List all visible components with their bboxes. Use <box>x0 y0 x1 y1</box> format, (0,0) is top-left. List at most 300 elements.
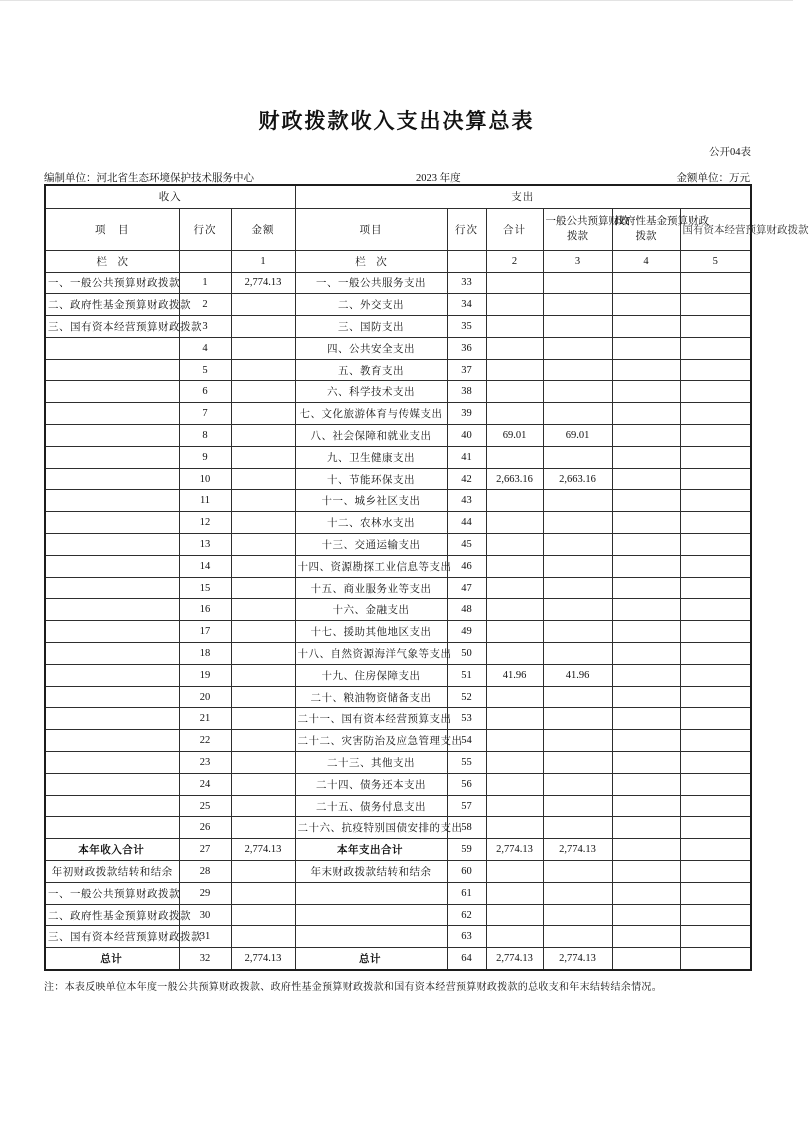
expense-total-cell <box>486 904 543 926</box>
expense-general-budget-cell <box>543 534 612 556</box>
income-amount-cell <box>231 664 295 686</box>
income-amount-cell <box>231 381 295 403</box>
expense-general-budget-cell <box>543 555 612 577</box>
table-row <box>45 795 751 817</box>
income-line-cell: 8 <box>179 425 231 447</box>
expense-general-budget-cell <box>543 490 612 512</box>
fiscal-year: 2023 年度 <box>416 173 461 184</box>
income-item-cell <box>45 708 179 730</box>
expense-total-cell <box>486 316 543 338</box>
expense-general-budget-cell <box>543 795 612 817</box>
table-row <box>45 664 751 686</box>
expense-gov-fund-cell <box>612 817 680 839</box>
expense-line-cell: 50 <box>447 643 486 665</box>
expense-total-cell <box>486 686 543 708</box>
expense-line-cell: 64 <box>447 948 486 970</box>
income-item-cell: 本年收入合计 <box>45 839 179 861</box>
expense-item-cell: 十一、城乡社区支出 <box>295 490 447 512</box>
income-amount-cell <box>231 795 295 817</box>
expense-total-cell: 41.96 <box>486 664 543 686</box>
expense-general-budget-cell: 2,774.13 <box>543 839 612 861</box>
expense-general-budget-cell: 2,663.16 <box>543 468 612 490</box>
income-item-cell <box>45 337 179 359</box>
expense-state-capital-cell <box>680 425 751 447</box>
expense-item-cell: 十七、援助其他地区支出 <box>295 621 447 643</box>
general-budget-header <box>543 208 630 250</box>
income-amount-cell <box>231 686 295 708</box>
expense-general-budget-cell <box>543 446 612 468</box>
table-row <box>45 316 751 338</box>
expense-general-budget-cell <box>543 904 612 926</box>
expense-gov-fund-cell <box>612 839 680 861</box>
gov-fund-header-line1: 政府性基金预算财政 <box>614 216 709 227</box>
income-line-cell: 21 <box>179 708 231 730</box>
expense-general-budget-cell <box>543 861 612 883</box>
income-amount-cell <box>231 817 295 839</box>
gov-fund-header-line2: 拨款 <box>635 231 657 242</box>
income-line-cell: 2 <box>179 294 231 316</box>
expense-item-cell <box>295 904 447 926</box>
expense-state-capital-cell <box>680 621 751 643</box>
expense-state-capital-cell <box>680 686 751 708</box>
expense-gov-fund-cell <box>612 468 680 490</box>
income-item-cell <box>45 730 179 752</box>
table-row <box>45 425 751 447</box>
expense-gov-fund-cell <box>612 664 680 686</box>
expense-state-capital-cell <box>680 643 751 665</box>
general-budget-header-line2: 拨款 <box>567 231 588 242</box>
income-line-cell: 22 <box>179 730 231 752</box>
income-amount-cell <box>231 752 295 774</box>
income-amount-cell <box>231 708 295 730</box>
income-item-cell: 总计 <box>45 948 179 970</box>
income-item-cell <box>45 446 179 468</box>
income-item-cell <box>45 359 179 381</box>
table-row <box>45 730 751 752</box>
expense-item-cell: 二十五、债务付息支出 <box>295 795 447 817</box>
expense-gov-fund-cell <box>612 621 680 643</box>
expense-item-cell: 十六、金融支出 <box>295 599 447 621</box>
expense-total-cell <box>486 882 543 904</box>
expense-general-budget-cell <box>543 730 612 752</box>
expense-general-budget-cell <box>543 926 612 948</box>
expense-item-cell: 二十一、国有资本经营预算支出 <box>295 708 447 730</box>
income-line-cell: 13 <box>179 534 231 556</box>
expense-gov-fund-cell <box>612 686 680 708</box>
expense-item-header: 项目 <box>295 208 447 250</box>
expense-total-cell: 2,663.16 <box>486 468 543 490</box>
expense-state-capital-cell <box>680 817 751 839</box>
expense-state-capital-cell <box>680 294 751 316</box>
expense-index-statecap: 5 <box>680 250 751 272</box>
table-body <box>45 272 751 970</box>
income-amount-cell <box>231 316 295 338</box>
income-amount-header: 金额 <box>231 208 295 250</box>
expense-total-cell <box>486 512 543 534</box>
gov-fund-header <box>612 208 709 250</box>
expense-item-cell: 九、卫生健康支出 <box>295 446 447 468</box>
table-row <box>45 577 751 599</box>
table-row <box>45 773 751 795</box>
table-row <box>45 861 751 883</box>
expense-gov-fund-cell <box>612 730 680 752</box>
income-item-cell <box>45 490 179 512</box>
page-title: 财政拨款收入支出决算总表 <box>258 109 535 133</box>
income-index-amount: 1 <box>231 250 295 272</box>
expense-state-capital-cell <box>680 882 751 904</box>
table-row <box>45 817 751 839</box>
table-row <box>45 555 751 577</box>
income-amount-cell <box>231 490 295 512</box>
expense-line-cell: 34 <box>447 294 486 316</box>
expense-state-capital-cell <box>680 403 751 425</box>
income-line-cell: 16 <box>179 599 231 621</box>
table-row <box>45 904 751 926</box>
table-row <box>45 839 751 861</box>
expense-item-cell: 四、公共安全支出 <box>295 337 447 359</box>
expense-item-cell: 年末财政拨款结转和结余 <box>295 861 447 883</box>
expense-general-budget-cell <box>543 381 612 403</box>
income-line-cell: 26 <box>179 817 231 839</box>
income-line-cell: 14 <box>179 555 231 577</box>
expense-line-cell: 53 <box>447 708 486 730</box>
expense-state-capital-cell <box>680 839 751 861</box>
table-row <box>45 686 751 708</box>
table-row <box>45 948 751 970</box>
section-banner-row <box>45 185 751 208</box>
expense-total-cell <box>486 752 543 774</box>
table-row <box>45 490 751 512</box>
income-item-cell <box>45 664 179 686</box>
expense-gov-fund-cell <box>612 926 680 948</box>
income-amount-cell <box>231 599 295 621</box>
expense-general-budget-cell <box>543 752 612 774</box>
expense-item-cell: 十三、交通运输支出 <box>295 534 447 556</box>
income-amount-cell <box>231 730 295 752</box>
income-amount-cell <box>231 337 295 359</box>
expense-total-cell <box>486 381 543 403</box>
expense-gov-fund-cell <box>612 490 680 512</box>
expense-general-budget-cell <box>543 337 612 359</box>
income-item-cell: 二、政府性基金预算财政拨款 <box>45 904 179 926</box>
expense-line-cell: 54 <box>447 730 486 752</box>
income-amount-cell <box>231 643 295 665</box>
state-capital-header: 国有资本经营预算财政拨款 <box>680 208 751 250</box>
expense-line-cell: 52 <box>447 686 486 708</box>
income-item-cell <box>45 577 179 599</box>
income-item-cell: 一、一般公共预算财政拨款 <box>45 882 179 904</box>
income-item-cell <box>45 752 179 774</box>
expense-line-cell: 45 <box>447 534 486 556</box>
expense-line-cell: 33 <box>447 272 486 294</box>
income-line-cell: 6 <box>179 381 231 403</box>
expense-state-capital-cell <box>680 337 751 359</box>
income-amount-cell <box>231 446 295 468</box>
income-item-cell <box>45 468 179 490</box>
expense-banner: 支出 <box>295 185 751 208</box>
expense-gov-fund-cell <box>612 446 680 468</box>
expense-gov-fund-cell <box>612 359 680 381</box>
table-row <box>45 272 751 294</box>
expense-line-cell: 51 <box>447 664 486 686</box>
income-line-cell: 4 <box>179 337 231 359</box>
expense-line-cell: 44 <box>447 512 486 534</box>
expense-general-budget-cell <box>543 882 612 904</box>
expense-item-cell: 二十、粮油物资储备支出 <box>295 686 447 708</box>
table-row <box>45 468 751 490</box>
column-index-row <box>45 250 751 272</box>
income-item-cell: 三、国有资本经营预算财政拨款 <box>45 926 179 948</box>
income-item-cell <box>45 403 179 425</box>
expense-line-cell: 49 <box>447 621 486 643</box>
income-item-cell <box>45 381 179 403</box>
expense-general-budget-cell: 41.96 <box>543 664 612 686</box>
income-line-cell: 10 <box>179 468 231 490</box>
income-index-line <box>179 250 231 272</box>
expense-total-cell <box>486 817 543 839</box>
expense-state-capital-cell <box>680 359 751 381</box>
expense-total-cell <box>486 599 543 621</box>
expense-item-cell: 五、教育支出 <box>295 359 447 381</box>
expense-item-cell: 十八、自然资源海洋气象等支出 <box>295 643 447 665</box>
expense-gov-fund-cell <box>612 555 680 577</box>
expense-state-capital-cell <box>680 730 751 752</box>
expense-total-cell: 2,774.13 <box>486 839 543 861</box>
expense-general-budget-cell <box>543 773 612 795</box>
income-line-cell: 24 <box>179 773 231 795</box>
expense-index-line <box>447 250 486 272</box>
expense-state-capital-cell <box>680 599 751 621</box>
expense-state-capital-cell <box>680 948 751 970</box>
expense-gov-fund-cell <box>612 904 680 926</box>
table-row <box>45 403 751 425</box>
expense-line-cell: 48 <box>447 599 486 621</box>
income-line-cell: 32 <box>179 948 231 970</box>
income-amount-cell <box>231 926 295 948</box>
table-row <box>45 512 751 534</box>
expense-state-capital-cell <box>680 752 751 774</box>
income-item-cell <box>45 817 179 839</box>
income-line-cell: 28 <box>179 861 231 883</box>
income-amount-cell <box>231 621 295 643</box>
expense-line-cell: 57 <box>447 795 486 817</box>
income-item-cell <box>45 621 179 643</box>
expense-general-budget-cell <box>543 708 612 730</box>
income-amount-cell: 2,774.13 <box>231 272 295 294</box>
expense-line-header: 行次 <box>447 208 486 250</box>
expense-item-cell <box>295 926 447 948</box>
income-amount-cell <box>231 555 295 577</box>
expense-total-cell <box>486 926 543 948</box>
expense-state-capital-cell <box>680 381 751 403</box>
income-line-cell: 3 <box>179 316 231 338</box>
expense-line-cell: 38 <box>447 381 486 403</box>
expense-item-cell: 总计 <box>295 948 447 970</box>
expense-line-cell: 60 <box>447 861 486 883</box>
income-item-cell <box>45 534 179 556</box>
expense-total-cell <box>486 294 543 316</box>
expense-total-cell <box>486 773 543 795</box>
expense-line-cell: 47 <box>447 577 486 599</box>
income-item-cell <box>45 643 179 665</box>
income-amount-cell <box>231 882 295 904</box>
income-item-cell: 三、国有资本经营预算财政拨款 <box>45 316 179 338</box>
income-line-cell: 23 <box>179 752 231 774</box>
expense-state-capital-cell <box>680 664 751 686</box>
expense-general-budget-cell <box>543 686 612 708</box>
expense-line-cell: 55 <box>447 752 486 774</box>
income-line-cell: 5 <box>179 359 231 381</box>
income-amount-cell <box>231 534 295 556</box>
expense-item-cell: 八、社会保障和就业支出 <box>295 425 447 447</box>
budget-table <box>44 184 809 971</box>
expense-general-budget-cell <box>543 359 612 381</box>
expense-general-budget-cell <box>543 512 612 534</box>
expense-state-capital-cell <box>680 926 751 948</box>
form-number: 公开04表 <box>709 147 751 158</box>
expense-total-cell <box>486 621 543 643</box>
expense-gov-fund-cell <box>612 752 680 774</box>
expense-gov-fund-cell <box>612 861 680 883</box>
expense-line-cell: 41 <box>447 446 486 468</box>
table-row <box>45 446 751 468</box>
expense-state-capital-cell <box>680 272 751 294</box>
expense-index-govfund: 4 <box>612 250 680 272</box>
expense-item-cell: 二十三、其他支出 <box>295 752 447 774</box>
expense-general-budget-cell <box>543 577 612 599</box>
income-line-header: 行次 <box>179 208 231 250</box>
expense-gov-fund-cell <box>612 882 680 904</box>
general-budget-header-line1: 一般公共预算财政 <box>545 216 630 227</box>
income-item-cell: 年初财政拨款结转和结余 <box>45 861 179 883</box>
table-row <box>45 337 751 359</box>
income-line-cell: 30 <box>179 904 231 926</box>
income-line-cell: 20 <box>179 686 231 708</box>
expense-gov-fund-cell <box>612 425 680 447</box>
income-amount-cell <box>231 512 295 534</box>
expense-gov-fund-cell <box>612 773 680 795</box>
table-row <box>45 599 751 621</box>
income-item-cell <box>45 686 179 708</box>
expense-line-cell: 63 <box>447 926 486 948</box>
income-line-cell: 9 <box>179 446 231 468</box>
income-amount-cell <box>231 294 295 316</box>
expense-state-capital-cell <box>680 795 751 817</box>
expense-line-cell: 46 <box>447 555 486 577</box>
expense-item-cell: 十、节能环保支出 <box>295 468 447 490</box>
expense-total-cell <box>486 643 543 665</box>
expense-total-cell <box>486 534 543 556</box>
expense-total-cell <box>486 730 543 752</box>
expense-state-capital-cell <box>680 555 751 577</box>
income-amount-cell <box>231 773 295 795</box>
income-item-cell <box>45 773 179 795</box>
expense-general-budget-cell <box>543 621 612 643</box>
expense-gov-fund-cell <box>612 316 680 338</box>
income-line-cell: 11 <box>179 490 231 512</box>
income-line-cell: 25 <box>179 795 231 817</box>
expense-line-cell: 35 <box>447 316 486 338</box>
expense-item-cell: 十九、住房保障支出 <box>295 664 447 686</box>
income-amount-cell <box>231 468 295 490</box>
expense-gov-fund-cell <box>612 534 680 556</box>
expense-state-capital-cell <box>680 773 751 795</box>
expense-gov-fund-cell <box>612 708 680 730</box>
expense-state-capital-cell <box>680 861 751 883</box>
expense-line-cell: 37 <box>447 359 486 381</box>
table-row <box>45 381 751 403</box>
income-amount-cell: 2,774.13 <box>231 948 295 970</box>
expense-total-cell <box>486 337 543 359</box>
expense-general-budget-cell: 69.01 <box>543 425 612 447</box>
expense-state-capital-cell <box>680 316 751 338</box>
income-line-cell: 19 <box>179 664 231 686</box>
income-item-cell <box>45 599 179 621</box>
income-index-label: 栏 次 <box>45 250 179 272</box>
income-line-cell: 1 <box>179 272 231 294</box>
expense-item-cell: 二十四、债务还本支出 <box>295 773 447 795</box>
expense-item-cell: 十五、商业服务业等支出 <box>295 577 447 599</box>
expense-index-label: 栏 次 <box>295 250 447 272</box>
income-amount-cell <box>231 425 295 447</box>
income-line-cell: 15 <box>179 577 231 599</box>
expense-gov-fund-cell <box>612 381 680 403</box>
expense-line-cell: 59 <box>447 839 486 861</box>
expense-gov-fund-cell <box>612 643 680 665</box>
income-line-cell: 12 <box>179 512 231 534</box>
expense-line-cell: 36 <box>447 337 486 359</box>
expense-item-cell: 六、科学技术支出 <box>295 381 447 403</box>
income-line-cell: 29 <box>179 882 231 904</box>
expense-item-cell: 二、外交支出 <box>295 294 447 316</box>
expense-total-cell: 2,774.13 <box>486 948 543 970</box>
income-line-cell: 27 <box>179 839 231 861</box>
expense-gov-fund-cell <box>612 272 680 294</box>
expense-state-capital-cell <box>680 708 751 730</box>
table-row <box>45 752 751 774</box>
expense-general-budget-cell <box>543 599 612 621</box>
income-amount-cell <box>231 861 295 883</box>
expense-item-cell: 七、文化旅游体育与传媒支出 <box>295 403 447 425</box>
expense-total-cell <box>486 795 543 817</box>
table-row <box>45 359 751 381</box>
income-amount-cell <box>231 904 295 926</box>
expense-gov-fund-cell <box>612 577 680 599</box>
table-row <box>45 643 751 665</box>
expense-gov-fund-cell <box>612 294 680 316</box>
expense-item-cell <box>295 882 447 904</box>
expense-index-general: 3 <box>543 250 612 272</box>
expense-total-cell <box>486 577 543 599</box>
table-row <box>45 534 751 556</box>
table-row <box>45 708 751 730</box>
expense-general-budget-cell <box>543 403 612 425</box>
income-line-cell: 18 <box>179 643 231 665</box>
expense-gov-fund-cell <box>612 512 680 534</box>
table-row <box>45 294 751 316</box>
expense-gov-fund-cell <box>612 599 680 621</box>
expense-general-budget-cell <box>543 294 612 316</box>
expense-total-cell: 69.01 <box>486 425 543 447</box>
expense-item-cell: 本年支出合计 <box>295 839 447 861</box>
expense-line-cell: 62 <box>447 904 486 926</box>
expense-total-cell <box>486 446 543 468</box>
expense-item-cell: 二十二、灾害防治及应急管理支出 <box>295 730 447 752</box>
income-line-cell: 31 <box>179 926 231 948</box>
income-item-cell <box>45 425 179 447</box>
expense-total-cell <box>486 555 543 577</box>
column-header-row <box>45 208 751 250</box>
